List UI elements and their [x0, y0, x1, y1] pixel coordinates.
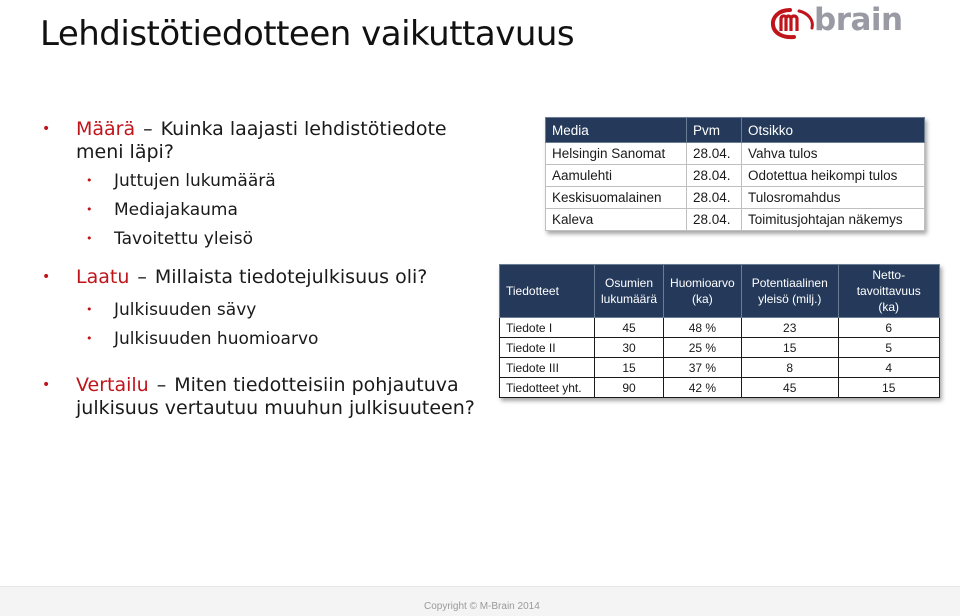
table-cell: 6 — [838, 318, 939, 338]
bullet-text: Miten tiedotteisiin pohjautuva julkisuus vertautuu muuhun julkisuuteen? — [76, 374, 475, 419]
table-cell: Odotettua heikompi tulos — [742, 165, 925, 187]
table-cell: 42 % — [664, 378, 742, 398]
table-cell: Helsingin Sanomat — [546, 143, 687, 165]
table-cell: 4 — [838, 358, 939, 378]
bullet-laatu: • Laatu – Millaista tiedotejulkisuus oli? — [42, 266, 428, 288]
sub-bullet-dot-icon: • — [86, 174, 93, 187]
table-cell: Tiedote III — [500, 358, 595, 378]
table-cell: 5 — [838, 338, 939, 358]
table-cell: 90 — [595, 378, 664, 398]
mbrain-logo — [770, 2, 930, 46]
copyright-text: Copyright © M-Brain 2014 — [424, 601, 540, 612]
media-table — [545, 117, 925, 231]
bullet-dot-icon: • — [42, 269, 51, 285]
column-header: Huomioarvo (ka) — [664, 265, 742, 318]
table-row — [500, 338, 940, 358]
bullet-text: Millaista tiedotejulkisuus oli? — [154, 266, 428, 288]
table-cell: 28.04. — [687, 209, 742, 231]
column-header: Netto-tavoittavuus (ka) — [838, 265, 939, 318]
table-row — [546, 209, 925, 231]
table-cell: 48 % — [664, 318, 742, 338]
page-title: Lehdistötiedotteen vaikuttavuus — [40, 14, 575, 54]
column-header: Osumien lukumäärä — [595, 265, 664, 318]
table-row — [500, 318, 940, 338]
table-row — [546, 187, 925, 209]
table-cell: Tiedote I — [500, 318, 595, 338]
table-cell: 23 — [741, 318, 838, 338]
table-row — [500, 358, 940, 378]
stats-table — [499, 264, 940, 398]
table-cell: Tiedote II — [500, 338, 595, 358]
table-cell: Aamulehti — [546, 165, 687, 187]
bullet-dot-icon: • — [42, 377, 51, 393]
table-cell: 15 — [741, 338, 838, 358]
table-cell: Keskisuomalainen — [546, 187, 687, 209]
column-header: Tiedotteet — [500, 265, 595, 318]
table-cell: 28.04. — [687, 165, 742, 187]
table-cell: Vahva tulos — [742, 143, 925, 165]
column-header: Media — [546, 118, 687, 143]
bullet-keyword: Määrä — [76, 118, 136, 140]
table-cell: 28.04. — [687, 187, 742, 209]
bullet-dot-icon: • — [42, 121, 51, 137]
table-cell: Kaleva — [546, 209, 687, 231]
sub-bullet-dot-icon: • — [86, 332, 93, 345]
bullet-text: Kuinka laajasti lehdistötiedote meni läpi? — [76, 118, 447, 163]
table-cell: 15 — [838, 378, 939, 398]
table-cell: 37 % — [664, 358, 742, 378]
table-cell: 28.04. — [687, 143, 742, 165]
table-row — [546, 165, 925, 187]
bullet-maara: • Määrä – Kuinka laajasti lehdistötiedote meni läpi? — [42, 118, 447, 163]
table-cell: 25 % — [664, 338, 742, 358]
sub-bullet-dot-icon: • — [86, 303, 93, 316]
table-cell: 30 — [595, 338, 664, 358]
sub-bullet: • Mediajakauma — [86, 200, 238, 220]
sub-bullet: • Juttujen lukumäärä — [86, 171, 276, 191]
logo-wordmark: brain — [814, 2, 903, 38]
table-cell: 8 — [741, 358, 838, 378]
sub-bullet-dot-icon: • — [86, 232, 93, 245]
sub-bullet-dot-icon: • — [86, 203, 93, 216]
sub-bullet: • Julkisuuden huomioarvo — [86, 329, 319, 349]
table-cell: Tulosromahdus — [742, 187, 925, 209]
table-cell: 15 — [595, 358, 664, 378]
bullet-keyword: Laatu — [76, 266, 130, 288]
bullet-vertailu: • Vertailu – Miten tiedotteisiin pohjautuva julkisuus vertautuu muuhun julkisuuteen? — [42, 374, 475, 419]
table-header-row — [500, 265, 940, 318]
table-header-row — [546, 118, 925, 143]
table-cell: Toimitusjohtajan näkemys — [742, 209, 925, 231]
bullet-keyword: Vertailu — [76, 374, 149, 396]
table-cell: Tiedotteet yht. — [500, 378, 595, 398]
table-cell: 45 — [595, 318, 664, 338]
table-row — [546, 143, 925, 165]
mbrain-m-icon — [770, 4, 816, 40]
column-header: Otsikko — [742, 118, 925, 143]
sub-bullet: • Tavoitettu yleisö — [86, 229, 254, 249]
table-cell: 45 — [741, 378, 838, 398]
column-header: Potentiaalinen yleisö (milj.) — [741, 265, 838, 318]
footer-bar — [0, 586, 960, 616]
column-header: Pvm — [687, 118, 742, 143]
bullet-list — [40, 118, 490, 426]
sub-bullet: • Julkisuuden sävy — [86, 300, 257, 320]
table-row — [500, 378, 940, 398]
